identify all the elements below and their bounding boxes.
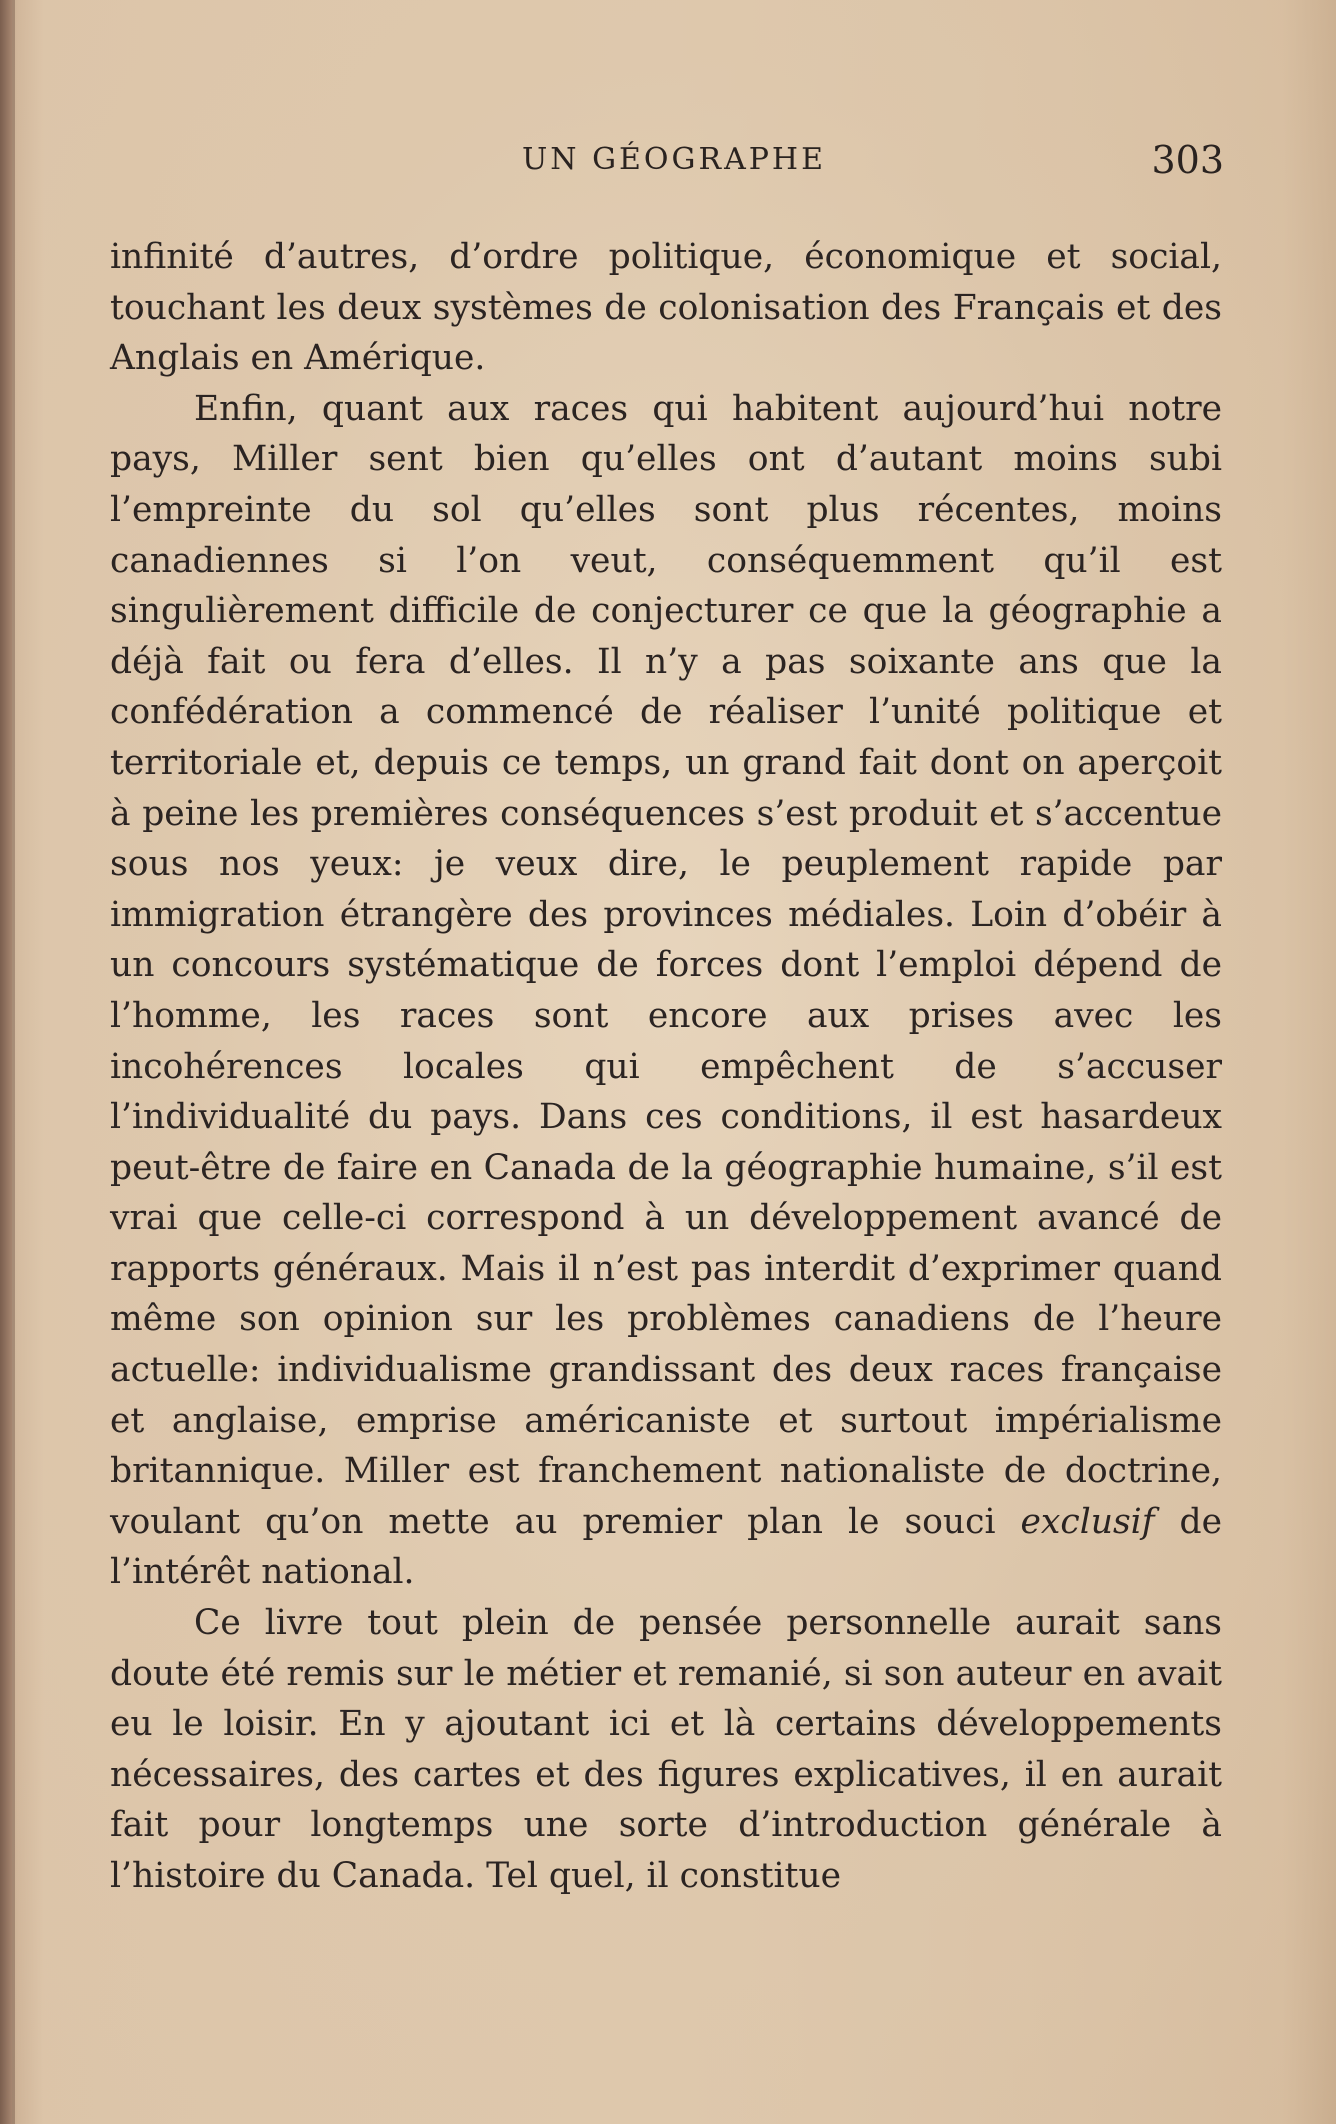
book-spine-shadow <box>0 0 12 2124</box>
paragraph-3: Ce livre tout plein de pensée personnelle aurait sans doute été remis sur le métier et remanié, si son auteur en avait eu le loisir. En y ajoutant ici et là certains développements nécessaires, des cartes et des figures explicatives, il en aurait fait pour longtemps une sorte d’introduction générale à l’histoire du Canada. Tel quel, il constitue <box>110 1603 1222 1896</box>
page-number: 303 <box>1151 138 1224 182</box>
paragraph-1: infinité d’autres, d’ordre politique, économique et social, touchant les deux systèmes de colonisation des Français et des Anglais en Amérique. <box>110 237 1222 379</box>
paragraph-2-text: Enfin, quant aux races qui habitent aujourd’hui notre pays, Miller sent bien qu’elles ont d’autant moins subi l’empreinte du sol qu’elles sont plus récentes, moins canadiennes si l’on veut, conséquemment qu’il est singulièrement difficile de conjecturer ce que la géographie a déjà fait ou fera d’elles. Il n’y a pas soixante ans que la confédération a commencé de réaliser l’unité politique et territoriale et, depuis ce temps, un grand fait dont on aperçoit à peine les premières conséquences s’est produit et s’accentue sous nos yeux: je veux dire, le peuplement rapide par immigration étrangère des provinces médiales. Loin d’obéir à un concours systématique de forces dont l’emploi dépend de l’homme, les races sont encore aux prises avec les incohérences locales qui empêchent de s’accuser l’individualité du pays. Dans ces conditions, il est hasardeux peut-être de faire en Canada de la géographie humaine, s’il est vrai que celle-ci correspond à un développement avancé de rapports généraux. Mais il n’est pas interdit d’exprimer quand même son opinion sur les problèmes canadiens de l’heure actuelle: individualisme grandissant des deux races française et anglaise, emprise américaniste et surtout impérialisme britannique. Miller est franchement nationaliste de doctrine, voulant qu’on mette au premier plan le souci <box>110 388 1222 1542</box>
paragraph-2 <box>110 384 1222 1598</box>
paragraph-2-ending: de l’intérêt national. <box>110 1501 1222 1593</box>
italic-word: exclusif <box>1020 1501 1155 1542</box>
running-header <box>0 138 1336 182</box>
running-title: UN GÉOGRAPHE <box>522 142 826 177</box>
body-text <box>110 232 1222 1902</box>
book-gutter-edge <box>12 0 15 2124</box>
